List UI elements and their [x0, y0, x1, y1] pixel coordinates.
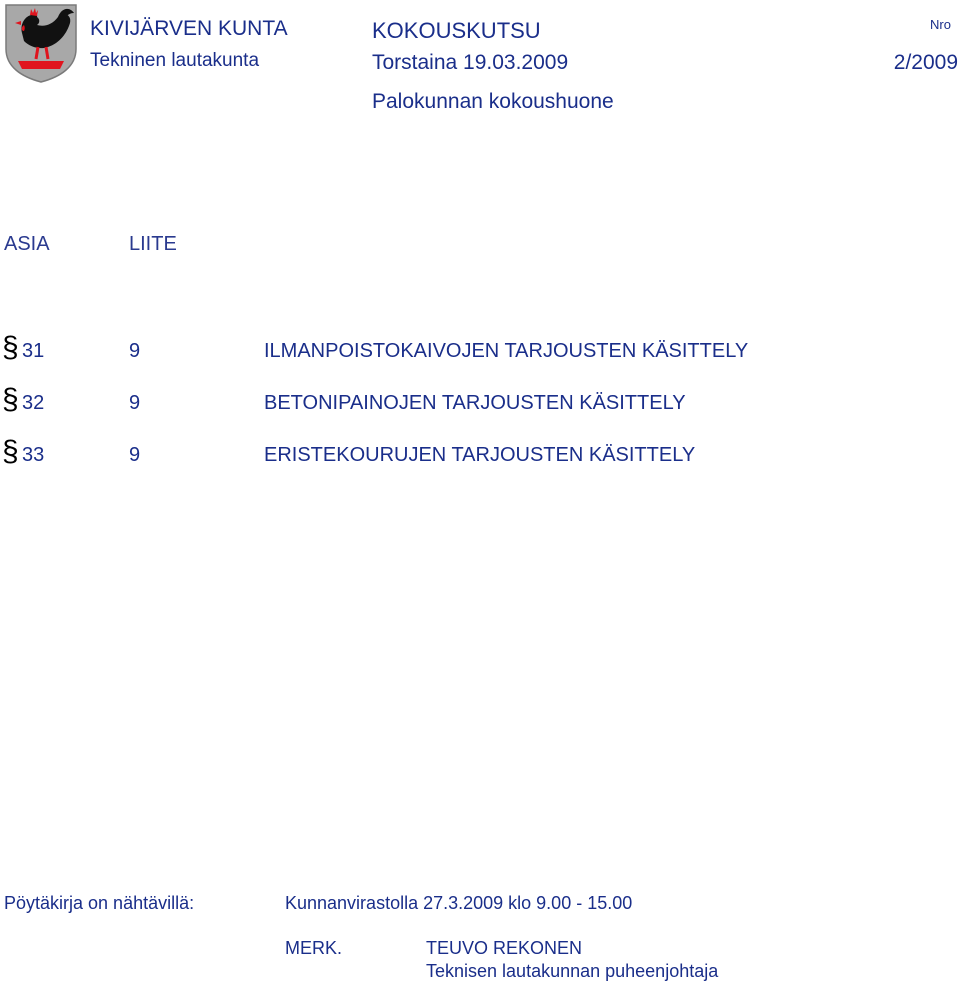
item-attachment: 9 [129, 444, 141, 466]
agenda-item [0, 435, 960, 475]
meeting-date: Torstaina 19.03.2009 [372, 51, 569, 74]
organization-name: KIVIJÄRVEN KUNTA [90, 17, 288, 40]
minutes-availability-label: Pöytäkirja on nähtävillä: [4, 893, 195, 913]
agenda-item [0, 331, 960, 371]
agenda-item [0, 383, 960, 423]
meeting-place: Palokunnan kokoushuone [372, 90, 614, 113]
item-number: 33 [22, 444, 45, 466]
minutes-availability-value: Kunnanvirastolla 27.3.2009 klo 9.00 - 15.00 [285, 893, 633, 913]
section-symbol: § [2, 331, 19, 364]
item-title: ILMANPOISTOKAIVOJEN TARJOUSTEN KÄSITTELY [264, 340, 749, 362]
signer-role: Teknisen lautakunnan puheenjohtaja [426, 961, 719, 981]
coat-of-arms-icon [4, 3, 78, 83]
section-symbol: § [2, 435, 19, 468]
item-title: BETONIPAINOJEN TARJOUSTEN KÄSITTELY [264, 392, 686, 414]
document-number: 2/2009 [893, 51, 958, 74]
column-header-liite: LIITE [129, 233, 177, 255]
number-label: Nro [930, 17, 951, 32]
item-number: 31 [22, 340, 45, 362]
item-attachment: 9 [129, 392, 141, 414]
column-header-asia: ASIA [4, 233, 50, 255]
item-number: 32 [22, 392, 45, 414]
signer-name: TEUVO REKONEN [426, 938, 583, 958]
item-attachment: 9 [129, 340, 141, 362]
document-type: KOKOUSKUTSU [372, 18, 541, 43]
item-title: ERISTEKOURUJEN TARJOUSTEN KÄSITTELY [264, 444, 696, 466]
merk-label: MERK. [285, 938, 343, 958]
section-symbol: § [2, 383, 19, 416]
board-name: Tekninen lautakunta [90, 50, 260, 71]
